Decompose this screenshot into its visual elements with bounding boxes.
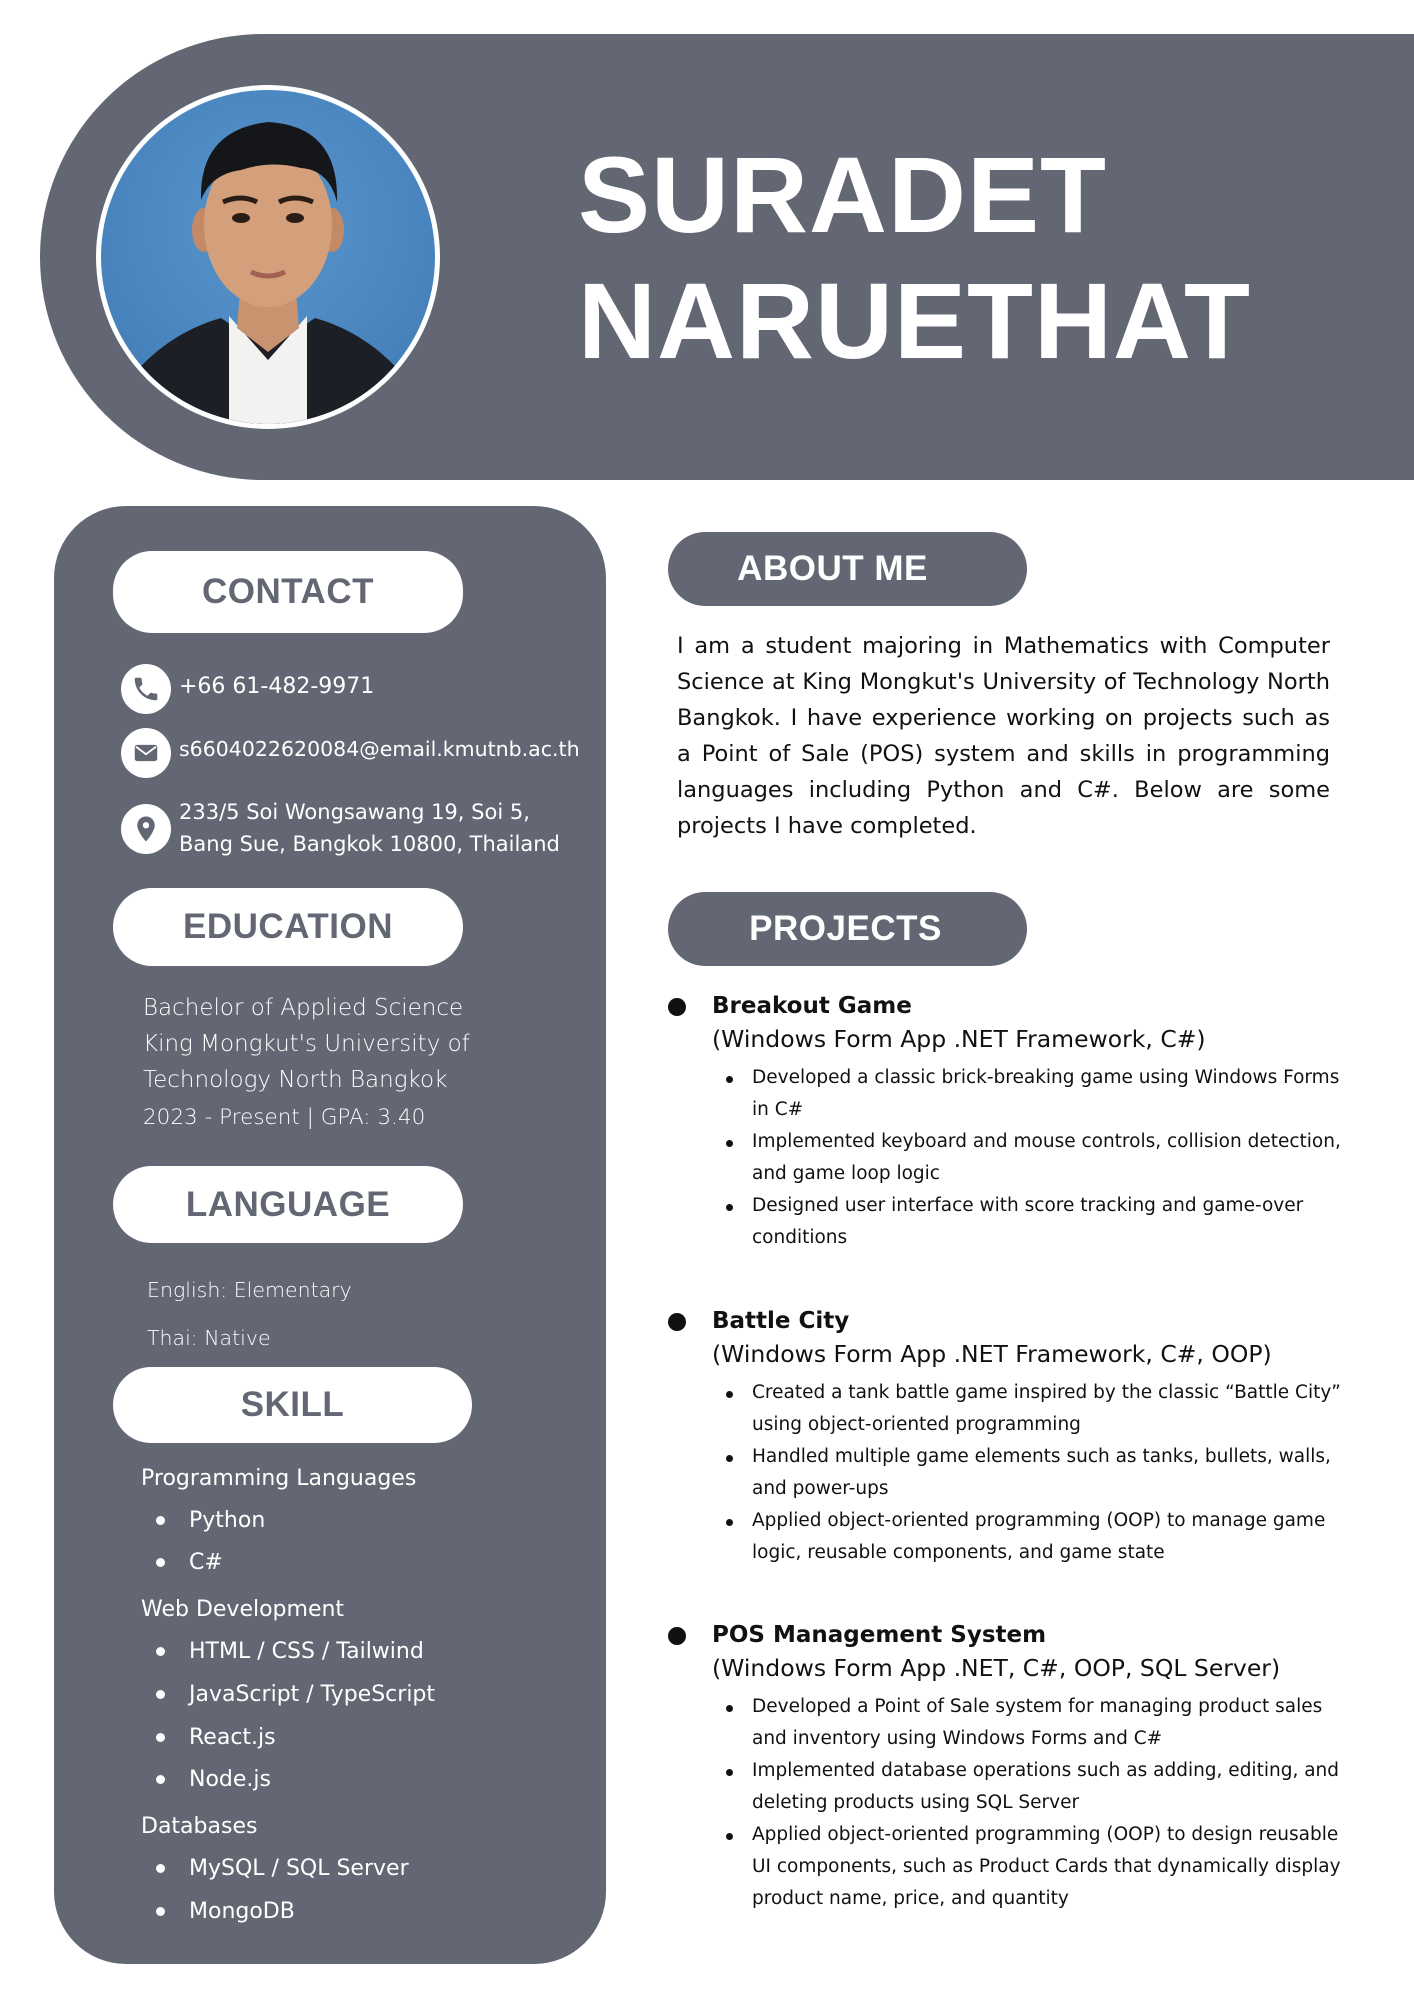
about-heading	[668, 532, 1027, 606]
skill-item: JavaScript / TypeScript	[156, 1682, 435, 1707]
skill-heading	[113, 1367, 472, 1443]
project-bullet: Designed user interface with score tracking and game-over conditions	[722, 1190, 1358, 1254]
bullet-icon	[156, 1558, 165, 1567]
location-pin-icon	[121, 804, 171, 854]
first-name: SURADET	[578, 134, 1108, 255]
person-portrait-icon	[101, 90, 435, 424]
project-bullet: Developed a Point of Sale system for managing product sales and inventory using Windows Forms and C#	[722, 1691, 1358, 1755]
email-address[interactable]: s6604022620084@email.kmutnb.ac.th	[179, 737, 580, 761]
project-title: Battle City	[712, 1308, 850, 1334]
about-heading-label: ABOUT ME	[737, 549, 928, 588]
skill-item: MySQL / SQL Server	[156, 1856, 409, 1881]
skill-category-databases: Databases	[141, 1814, 258, 1839]
language-heading	[113, 1166, 463, 1243]
skill-category-programming: Programming Languages	[141, 1466, 417, 1491]
bullet-icon	[668, 1313, 686, 1331]
project-tech: (Windows Form App .NET Framework, C#)	[712, 1025, 1206, 1053]
projects-heading-label: PROJECTS	[749, 909, 942, 948]
full-name	[578, 132, 1251, 384]
profile-photo-image	[101, 90, 435, 424]
bullet-icon	[156, 1864, 165, 1873]
project-bullet: Created a tank battle game inspired by the classic “Battle City” using object-oriented programming	[722, 1377, 1358, 1441]
bullet-icon	[156, 1647, 165, 1656]
project-bullet: Applied object-oriented programming (OOP) to manage game logic, reusable components, and game state	[722, 1505, 1358, 1569]
university-line-1: King Mongkut's University of	[143, 1031, 470, 1057]
address-line-2: Bang Sue, Bangkok 10800, Thailand	[179, 832, 560, 856]
language-heading-label: LANGUAGE	[185, 1184, 391, 1224]
skill-item: Node.js	[156, 1767, 271, 1792]
language-item: English: Elementary	[147, 1278, 352, 1302]
skill-item: C#	[156, 1550, 223, 1575]
language-list	[147, 1266, 352, 1362]
last-name: NARUETHAT	[578, 260, 1251, 381]
contact-address-row	[121, 796, 560, 860]
education-heading-label: EDUCATION	[183, 907, 393, 946]
contact-heading-label: CONTACT	[202, 572, 374, 611]
skill-item: Python	[156, 1508, 265, 1533]
education-details	[143, 990, 470, 1136]
bullet-icon	[156, 1733, 165, 1742]
phone-icon	[121, 664, 171, 714]
degree: Bachelor of Applied Science	[143, 995, 464, 1021]
bullet-icon	[156, 1775, 165, 1784]
projects-heading	[668, 892, 1027, 966]
project-pos-management-system	[668, 1619, 1358, 1915]
bullet-icon	[668, 998, 686, 1016]
education-heading	[113, 888, 463, 966]
project-bullets	[722, 1377, 1358, 1569]
phone-number[interactable]: +66 61-482-9971	[179, 674, 375, 699]
skill-item: HTML / CSS / Tailwind	[156, 1639, 424, 1664]
skill-item: React.js	[156, 1725, 276, 1750]
language-item: Thai: Native	[147, 1326, 271, 1350]
profile-photo	[96, 85, 440, 429]
contact-heading	[113, 551, 463, 633]
skill-item: MongoDB	[156, 1899, 295, 1924]
project-bullet: Applied object-oriented programming (OOP) to design reusable UI components, such as Product Cards that dynamically display product name, price, and quantity	[722, 1819, 1358, 1915]
project-bullets	[722, 1691, 1358, 1915]
project-title: Breakout Game	[712, 993, 912, 1019]
about-text: I am a student majoring in Mathematics with Computer Science at King Mongkut's University of Technology North Bangkok. I have experience working on projects such as a Point of Sale (POS) system and skills in programming languages including Python and C#. Below are some projects I have completed.	[677, 633, 1330, 839]
education-period-gpa: 2023 - Present | GPA: 3.40	[143, 1105, 426, 1130]
project-bullet: Handled multiple game elements such as tanks, bullets, walls, and power-ups	[722, 1441, 1358, 1505]
project-bullet: Implemented database operations such as adding, editing, and deleting products using SQL Server	[722, 1755, 1358, 1819]
project-bullet: Developed a classic brick-breaking game using Windows Forms in C#	[722, 1062, 1358, 1126]
university-line-2: Technology North Bangkok	[143, 1067, 448, 1093]
project-battle-city	[668, 1305, 1358, 1569]
skill-category-web: Web Development	[141, 1597, 345, 1622]
project-bullets	[722, 1062, 1358, 1254]
mail-icon	[121, 728, 171, 778]
project-bullet: Implemented keyboard and mouse controls, collision detection, and game loop logic	[722, 1126, 1358, 1190]
contact-email-row	[121, 728, 580, 778]
bullet-icon	[668, 1627, 686, 1645]
project-title: POS Management System	[712, 1622, 1047, 1648]
bullet-icon	[156, 1516, 165, 1525]
bullet-icon	[156, 1907, 165, 1916]
project-breakout-game	[668, 990, 1358, 1254]
address-line-1: 233/5 Soi Wongsawang 19, Soi 5,	[179, 800, 530, 824]
project-tech: (Windows Form App .NET, C#, OOP, SQL Server)	[712, 1654, 1281, 1682]
contact-phone-row	[121, 664, 374, 714]
skill-heading-label: SKILL	[240, 1385, 345, 1424]
project-tech: (Windows Form App .NET Framework, C#, OOP)	[712, 1340, 1272, 1368]
bullet-icon	[156, 1690, 165, 1699]
